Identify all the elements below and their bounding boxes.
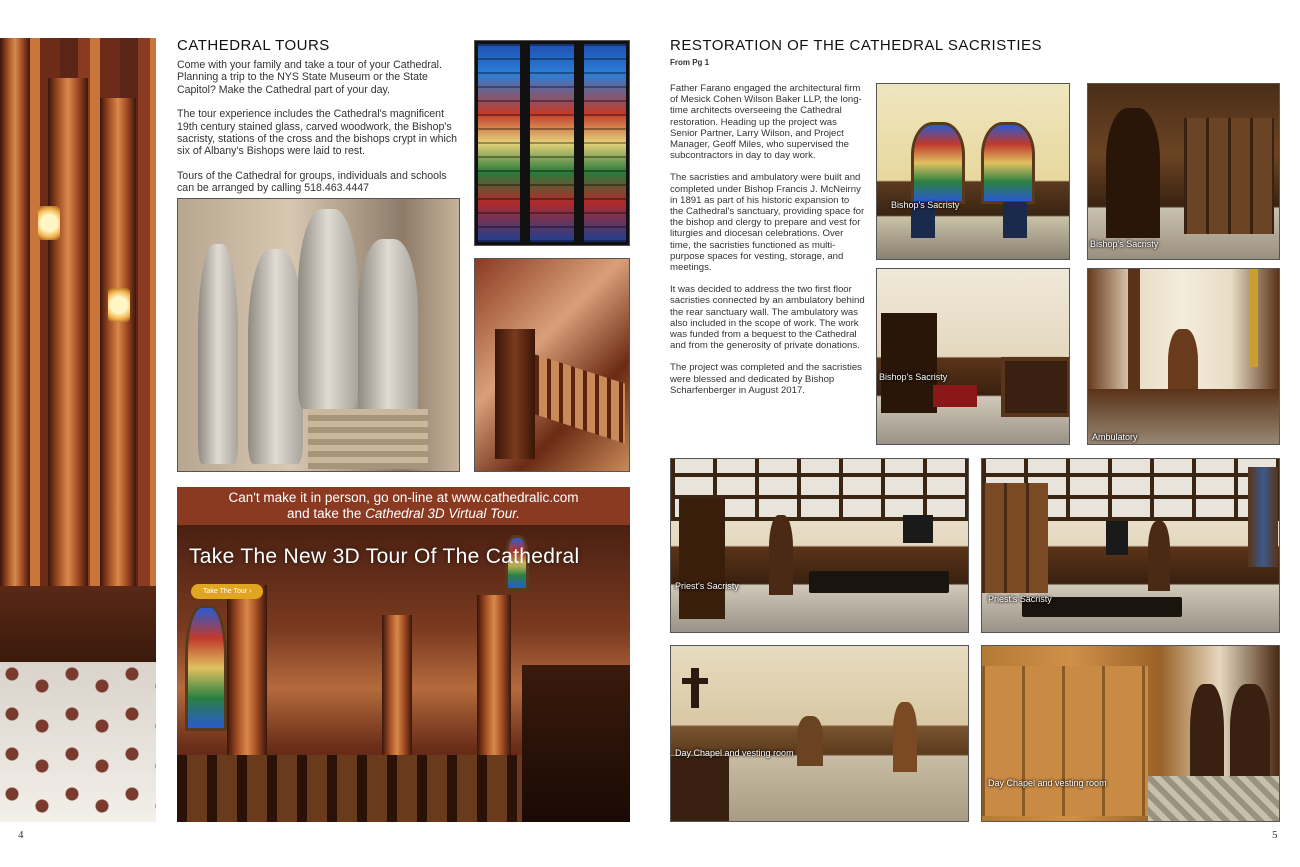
- stained-glass-photo: [474, 40, 630, 246]
- virtual-tour-banner: [177, 487, 630, 525]
- tour-headline: Take The New 3D Tour Of The Cathedral: [189, 545, 580, 568]
- photo-caption: Bishop's Sacristy: [1090, 239, 1159, 249]
- photo-caption: Bishop's Sacristy: [891, 200, 960, 210]
- bishops-sacristy-photo-1: [876, 83, 1070, 260]
- cathedral-tours-text: [177, 59, 460, 207]
- bishops-sacristy-photo-3: [876, 268, 1070, 445]
- chevron-right-icon: ›: [249, 588, 252, 595]
- day-chapel-photo-1: [670, 645, 969, 822]
- priests-sacristy-photo-1: [670, 458, 969, 633]
- day-chapel-photo-2: [981, 645, 1280, 822]
- page-number-left: 4: [18, 829, 24, 841]
- photo-caption: Priest's Sacristy: [675, 581, 739, 591]
- photo-caption: Day Chapel and vesting room: [675, 748, 794, 758]
- banner-line-2: and take the Cathedral 3D Virtual Tour.: [287, 506, 520, 521]
- photo-caption: Bishop's Sacristy: [879, 372, 948, 382]
- restoration-subtitle: From Pg 1: [670, 58, 710, 67]
- tours-paragraph: Tours of the Cathedral for groups, individuals and schools can be arranged by calling 518.463.4447: [177, 169, 447, 195]
- restoration-paragraph: The project was completed and the sacristies were blessed and dedicated by Bishop Scharfenberger in August 2017.: [670, 362, 862, 396]
- cathedral-tours-title: CATHEDRAL TOURS: [177, 37, 330, 54]
- restoration-text: [670, 83, 865, 407]
- restoration-paragraph: It was decided to address the two first floor sacristies connected by an ambulatory behind the rear sanctuary wall. The ambulatory was also included in the scope of work. The work was funded from a bequest to the Cathedral and from the generosity of private donations.: [670, 284, 865, 352]
- ambulatory-photo: [1087, 268, 1280, 445]
- page-number-right: 5: [1272, 829, 1278, 841]
- carved-staircase-photo: [474, 258, 630, 472]
- photo-caption: Day Chapel and vesting room: [988, 778, 1107, 788]
- restoration-title: RESTORATION OF THE CATHEDRAL SACRISTIES: [670, 37, 1043, 54]
- bishops-sacristy-photo-2: [1087, 83, 1280, 260]
- restoration-paragraph: The sacristies and ambulatory were built and completed under Bishop Francis J. McNeirny in 1891 as part of his historic expansion to the Cathedral's sanctuary, providing space for the bishop and clergy to prepare and vest for liturgies and diocesan celebrations. Over time, the sacristies functioned as multi-purpose spaces for vesting, storage, and meetings.: [670, 172, 865, 274]
- tours-paragraph: Come with your family and take a tour of your Cathedral. Planning a trip to the NYS State Museum or the State Capitol? Make the Cathedral part of your day.: [177, 59, 442, 96]
- photo-caption: Priest's Sacristy: [988, 594, 1052, 604]
- photo-caption: Ambulatory: [1092, 432, 1138, 442]
- tours-paragraph: The tour experience includes the Cathedral's magnificent 19th century stained glass, carved woodwork, the Bishop's sacristy, stations of the cross and the bishops crypt in which six of Albany's Bishops were laid to rest.: [177, 108, 458, 158]
- banner-line-1: Can't make it in person, go on-line at www.cathedralic.com: [228, 490, 579, 505]
- cathedral-nave-photo: [0, 38, 156, 822]
- virtual-tour-preview-image[interactable]: [177, 525, 630, 822]
- stations-of-the-cross-photo: [177, 198, 460, 472]
- crucifix-icon: [691, 668, 699, 708]
- take-the-tour-button[interactable]: Take The Tour ›: [191, 584, 263, 599]
- restoration-paragraph: Father Farano engaged the architectural firm of Mesick Cohen Wilson Baker LLP, the long- time architects overseeing the Cathedral restoration. Heading up the project was Senior Partner, Larry Wilson, and Project Manager, Geoff Miles, who supervised the subcontractors in day to day work.: [670, 83, 862, 162]
- priests-sacristy-photo-2: [981, 458, 1280, 633]
